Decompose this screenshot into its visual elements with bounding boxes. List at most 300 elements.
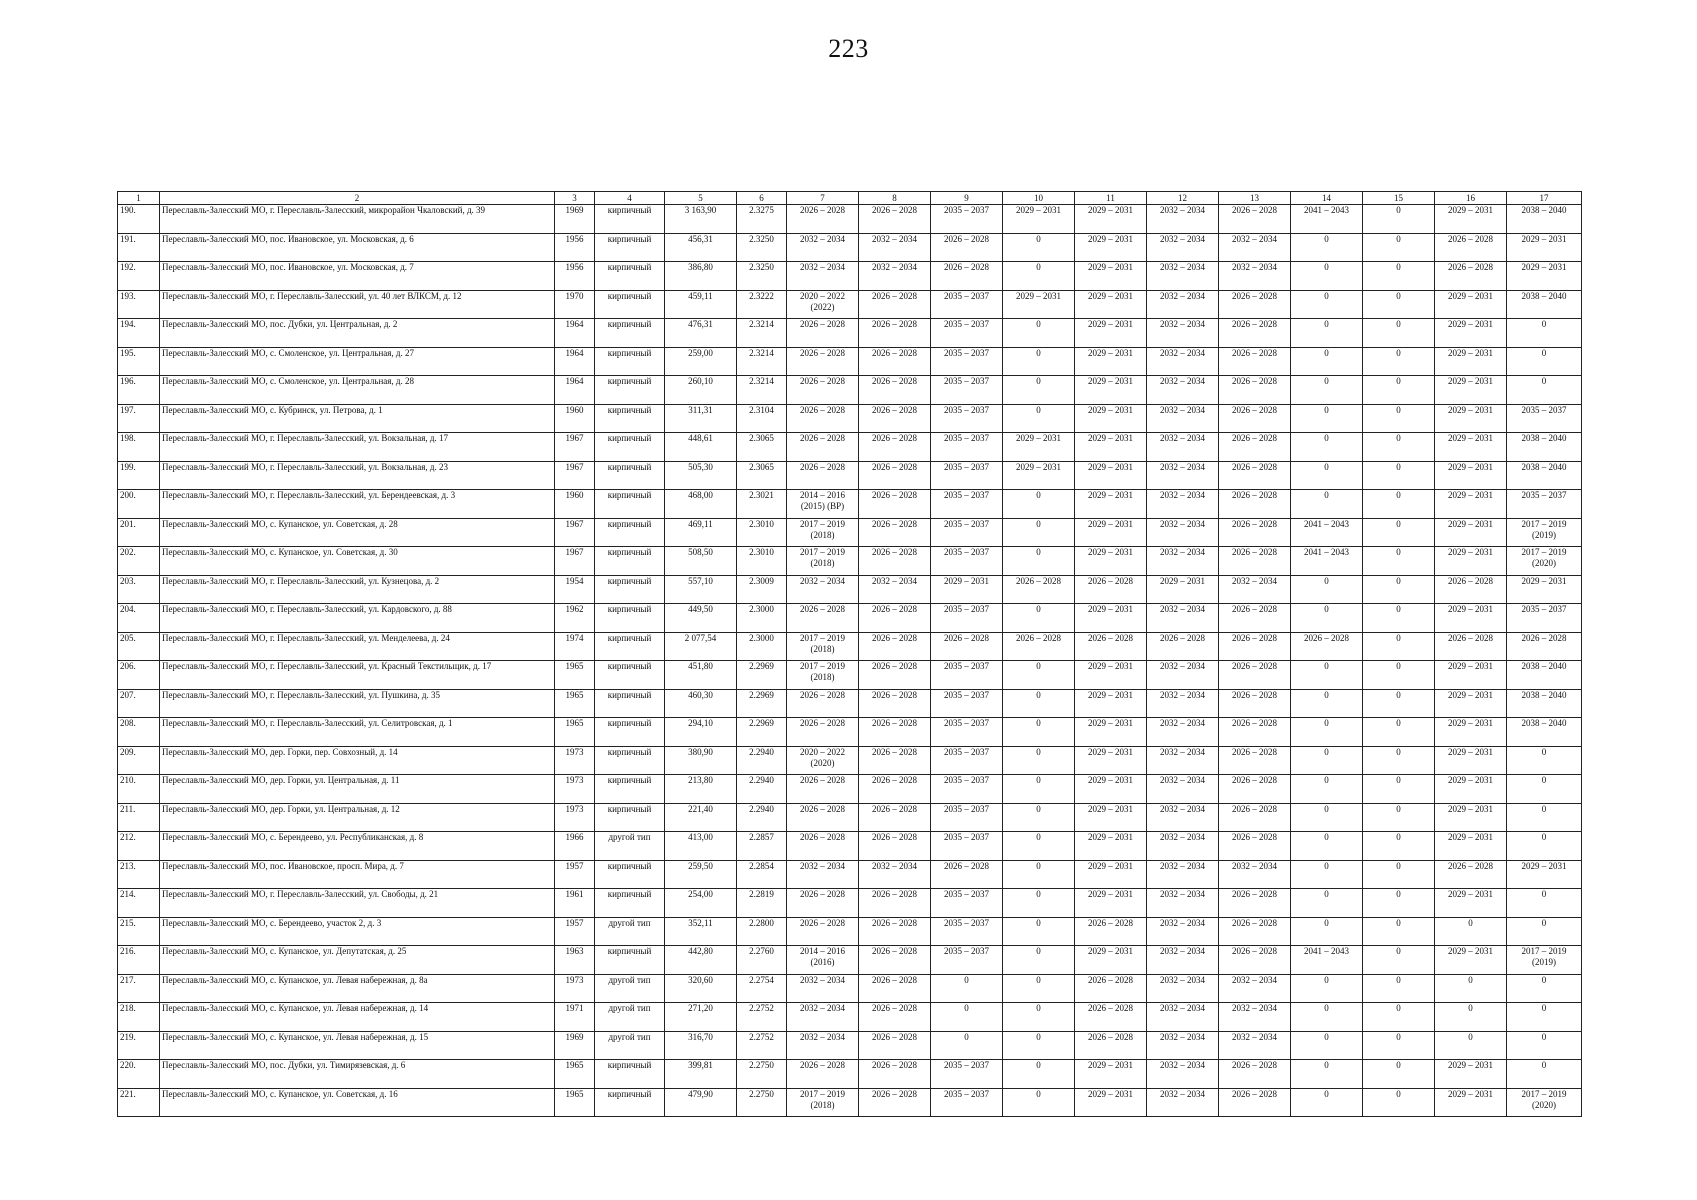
- area-cell: 448,61: [665, 433, 737, 462]
- period-col-11: 2029 – 2031: [1075, 262, 1147, 291]
- table-row: [118, 205, 1582, 234]
- period-col-9: 0: [931, 1031, 1003, 1060]
- period-col-9: 2035 – 2037: [931, 604, 1003, 633]
- address-cell: Переславль-Залесский МО, с. Купанское, ул. Левая набережная, д. 14: [160, 1003, 555, 1032]
- period-col-10: 0: [1003, 1003, 1075, 1032]
- area-cell: 259,00: [665, 347, 737, 376]
- row-number: 209.: [118, 746, 160, 775]
- period-col-10: 0: [1003, 689, 1075, 718]
- table-row: [118, 262, 1582, 291]
- period-col-16: 2029 – 2031: [1435, 404, 1507, 433]
- wall-material-cell: другой тип: [595, 1003, 665, 1032]
- period-col-13: 2032 – 2034: [1219, 1003, 1291, 1032]
- year-cell: 1969: [555, 205, 595, 234]
- period-col-12: 2032 – 2034: [1147, 746, 1219, 775]
- period-col-11: 2029 – 2031: [1075, 290, 1147, 319]
- period-col-13: 2032 – 2034: [1219, 1031, 1291, 1060]
- period-col-10: 0: [1003, 1060, 1075, 1089]
- index-cell: 2.3010: [737, 547, 787, 576]
- period-col-13: 2026 – 2028: [1219, 632, 1291, 661]
- period-col-12: 2032 – 2034: [1147, 1060, 1219, 1089]
- period-col-12: 2032 – 2034: [1147, 604, 1219, 633]
- address-cell: Переславль-Залесский МО, с. Купанское, ул. Левая набережная, д. 8а: [160, 974, 555, 1003]
- index-cell: 2.3065: [737, 461, 787, 490]
- period-col-8: 2026 – 2028: [859, 974, 931, 1003]
- year-cell: 1957: [555, 860, 595, 889]
- period-col-8: 2026 – 2028: [859, 946, 931, 975]
- period-col-15: 0: [1363, 1031, 1435, 1060]
- period-col-10: 0: [1003, 974, 1075, 1003]
- period-col-17: 2038 – 2040: [1507, 205, 1582, 234]
- period-col-16: 2029 – 2031: [1435, 604, 1507, 633]
- address-cell: Переславль-Залесский МО, г. Переславль-Залесский, ул. Вокзальная, д. 23: [160, 461, 555, 490]
- table-row: [118, 803, 1582, 832]
- period-col-9: 2035 – 2037: [931, 1088, 1003, 1117]
- period-col-11: 2029 – 2031: [1075, 860, 1147, 889]
- period-col-11: 2029 – 2031: [1075, 661, 1147, 690]
- address-cell: Переславль-Залесский МО, с. Купанское, ул. Советская, д. 28: [160, 518, 555, 547]
- period-col-8: 2026 – 2028: [859, 518, 931, 547]
- year-cell: 1973: [555, 803, 595, 832]
- period-col-12: 2032 – 2034: [1147, 433, 1219, 462]
- period-col-12: 2032 – 2034: [1147, 290, 1219, 319]
- table-row: [118, 319, 1582, 348]
- index-cell: 2.3214: [737, 319, 787, 348]
- row-number: 214.: [118, 889, 160, 918]
- period-col-8: 2026 – 2028: [859, 718, 931, 747]
- year-cell: 1961: [555, 889, 595, 918]
- year-cell: 1967: [555, 433, 595, 462]
- period-col-17: 2038 – 2040: [1507, 290, 1582, 319]
- period-col-16: 2026 – 2028: [1435, 262, 1507, 291]
- period-col-7: 2026 – 2028: [787, 433, 859, 462]
- period-col-10: 0: [1003, 347, 1075, 376]
- period-col-14: 0: [1291, 575, 1363, 604]
- row-number: 213.: [118, 860, 160, 889]
- period-col-13: 2026 – 2028: [1219, 604, 1291, 633]
- period-col-16: 0: [1435, 917, 1507, 946]
- period-col-9: 2035 – 2037: [931, 290, 1003, 319]
- period-col-15: 0: [1363, 917, 1435, 946]
- period-col-10: 0: [1003, 490, 1075, 519]
- period-col-11: 2029 – 2031: [1075, 775, 1147, 804]
- period-col-10: 0: [1003, 746, 1075, 775]
- period-col-13: 2026 – 2028: [1219, 490, 1291, 519]
- table-row: [118, 376, 1582, 405]
- wall-material-cell: кирпичный: [595, 889, 665, 918]
- period-col-17: 2029 – 2031: [1507, 860, 1582, 889]
- period-col-14: 0: [1291, 775, 1363, 804]
- year-cell: 1957: [555, 917, 595, 946]
- period-col-11: 2029 – 2031: [1075, 604, 1147, 633]
- table-row: [118, 490, 1582, 519]
- period-col-13: 2026 – 2028: [1219, 775, 1291, 804]
- period-col-12: 2032 – 2034: [1147, 946, 1219, 975]
- period-col-10: 0: [1003, 832, 1075, 861]
- period-col-8: 2026 – 2028: [859, 461, 931, 490]
- table-row: [118, 290, 1582, 319]
- period-col-17: 2035 – 2037: [1507, 604, 1582, 633]
- period-col-8: 2032 – 2034: [859, 262, 931, 291]
- period-col-14: 0: [1291, 290, 1363, 319]
- column-number-8: 8: [859, 192, 931, 205]
- period-col-9: 2029 – 2031: [931, 575, 1003, 604]
- wall-material-cell: другой тип: [595, 917, 665, 946]
- period-col-12: 2032 – 2034: [1147, 889, 1219, 918]
- page-number: 223: [828, 34, 869, 63]
- period-col-14: 0: [1291, 889, 1363, 918]
- period-col-15: 0: [1363, 746, 1435, 775]
- wall-material-cell: кирпичный: [595, 205, 665, 234]
- column-number-row: [118, 192, 1582, 205]
- wall-material-cell: кирпичный: [595, 547, 665, 576]
- period-col-9: 2035 – 2037: [931, 547, 1003, 576]
- period-col-11: 2029 – 2031: [1075, 518, 1147, 547]
- period-col-8: 2026 – 2028: [859, 1003, 931, 1032]
- row-number: 203.: [118, 575, 160, 604]
- index-cell: 2.2752: [737, 1031, 787, 1060]
- area-cell: 557,10: [665, 575, 737, 604]
- period-col-9: 2035 – 2037: [931, 518, 1003, 547]
- wall-material-cell: другой тип: [595, 1031, 665, 1060]
- wall-material-cell: кирпичный: [595, 1060, 665, 1089]
- index-cell: 2.2854: [737, 860, 787, 889]
- period-col-16: 2029 – 2031: [1435, 547, 1507, 576]
- year-cell: 1969: [555, 1031, 595, 1060]
- column-number-5: 5: [665, 192, 737, 205]
- period-col-15: 0: [1363, 319, 1435, 348]
- period-col-7: 2026 – 2028: [787, 803, 859, 832]
- period-col-16: 2029 – 2031: [1435, 319, 1507, 348]
- period-col-12: 2032 – 2034: [1147, 319, 1219, 348]
- period-col-17: 0: [1507, 917, 1582, 946]
- period-col-16: 2026 – 2028: [1435, 860, 1507, 889]
- period-col-17: 0: [1507, 347, 1582, 376]
- period-col-17: 2029 – 2031: [1507, 262, 1582, 291]
- period-col-15: 0: [1363, 233, 1435, 262]
- period-col-10: 0: [1003, 518, 1075, 547]
- table-row: [118, 575, 1582, 604]
- period-col-7: 2017 – 2019 (2018): [787, 632, 859, 661]
- period-col-15: 0: [1363, 205, 1435, 234]
- period-col-16: 2026 – 2028: [1435, 575, 1507, 604]
- period-col-16: 2029 – 2031: [1435, 433, 1507, 462]
- address-cell: Переславль-Залесский МО, г. Переславль-Залесский, ул. Вокзальная, д. 17: [160, 433, 555, 462]
- table-row: [118, 604, 1582, 633]
- period-col-13: 2026 – 2028: [1219, 518, 1291, 547]
- year-cell: 1965: [555, 689, 595, 718]
- period-col-10: 2029 – 2031: [1003, 461, 1075, 490]
- period-col-9: 2026 – 2028: [931, 262, 1003, 291]
- period-col-11: 2029 – 2031: [1075, 746, 1147, 775]
- wall-material-cell: кирпичный: [595, 946, 665, 975]
- wall-material-cell: кирпичный: [595, 803, 665, 832]
- period-col-8: 2026 – 2028: [859, 347, 931, 376]
- table-row: [118, 547, 1582, 576]
- period-col-8: 2026 – 2028: [859, 832, 931, 861]
- period-col-9: 2035 – 2037: [931, 775, 1003, 804]
- period-col-14: 0: [1291, 262, 1363, 291]
- address-cell: Переславль-Залесский МО, г. Переславль-Залесский, ул. Свободы, д. 21: [160, 889, 555, 918]
- period-col-11: 2026 – 2028: [1075, 917, 1147, 946]
- row-number: 197.: [118, 404, 160, 433]
- period-col-15: 0: [1363, 689, 1435, 718]
- period-col-7: 2026 – 2028: [787, 376, 859, 405]
- period-col-14: 0: [1291, 661, 1363, 690]
- period-col-14: 0: [1291, 1003, 1363, 1032]
- index-cell: 2.3000: [737, 632, 787, 661]
- period-col-16: 2026 – 2028: [1435, 632, 1507, 661]
- column-number-3: 3: [555, 192, 595, 205]
- period-col-16: 2029 – 2031: [1435, 689, 1507, 718]
- period-col-15: 0: [1363, 518, 1435, 547]
- period-col-14: 0: [1291, 404, 1363, 433]
- row-number: 215.: [118, 917, 160, 946]
- period-col-13: 2032 – 2034: [1219, 974, 1291, 1003]
- index-cell: 2.2940: [737, 775, 787, 804]
- period-col-10: 0: [1003, 917, 1075, 946]
- wall-material-cell: другой тип: [595, 974, 665, 1003]
- wall-material-cell: кирпичный: [595, 775, 665, 804]
- address-cell: Переславль-Залесский МО, с. Купанское, ул. Советская, д. 16: [160, 1088, 555, 1117]
- period-col-8: 2026 – 2028: [859, 803, 931, 832]
- index-cell: 2.2969: [737, 689, 787, 718]
- period-col-12: 2032 – 2034: [1147, 974, 1219, 1003]
- period-col-17: 2038 – 2040: [1507, 461, 1582, 490]
- period-col-7: 2032 – 2034: [787, 974, 859, 1003]
- index-cell: 2.2750: [737, 1088, 787, 1117]
- column-number-9: 9: [931, 192, 1003, 205]
- address-cell: Переславль-Залесский МО, пос. Ивановское, ул. Московская, д. 7: [160, 262, 555, 291]
- period-col-8: 2026 – 2028: [859, 1031, 931, 1060]
- period-col-8: 2026 – 2028: [859, 632, 931, 661]
- period-col-9: 2035 – 2037: [931, 889, 1003, 918]
- row-number: 193.: [118, 290, 160, 319]
- period-col-7: 2017 – 2019 (2018): [787, 1088, 859, 1117]
- period-col-8: 2032 – 2034: [859, 860, 931, 889]
- year-cell: 1967: [555, 547, 595, 576]
- row-number: 202.: [118, 547, 160, 576]
- wall-material-cell: кирпичный: [595, 1088, 665, 1117]
- index-cell: 2.2819: [737, 889, 787, 918]
- period-col-7: 2014 – 2016 (2016): [787, 946, 859, 975]
- period-col-11: 2026 – 2028: [1075, 1031, 1147, 1060]
- column-number-16: 16: [1435, 192, 1507, 205]
- period-col-16: 2029 – 2031: [1435, 718, 1507, 747]
- table-row: [118, 347, 1582, 376]
- index-cell: 2.3250: [737, 262, 787, 291]
- period-col-17: 2026 – 2028: [1507, 632, 1582, 661]
- area-cell: 451,80: [665, 661, 737, 690]
- period-col-8: 2026 – 2028: [859, 1060, 931, 1089]
- period-col-10: 0: [1003, 604, 1075, 633]
- area-cell: 259,50: [665, 860, 737, 889]
- period-col-13: 2026 – 2028: [1219, 347, 1291, 376]
- period-col-7: 2032 – 2034: [787, 233, 859, 262]
- period-col-13: 2032 – 2034: [1219, 575, 1291, 604]
- address-cell: Переславль-Залесский МО, г. Переславль-Залесский, ул. Кардовского, д. 88: [160, 604, 555, 633]
- area-cell: 476,31: [665, 319, 737, 348]
- address-cell: Переславль-Залесский МО, г. Переславль-Залесский, ул. Менделеева, д. 24: [160, 632, 555, 661]
- period-col-9: 2035 – 2037: [931, 490, 1003, 519]
- address-cell: Переславль-Залесский МО, с. Кубринск, ул. Петрова, д. 1: [160, 404, 555, 433]
- period-col-11: 2029 – 2031: [1075, 233, 1147, 262]
- period-col-12: 2032 – 2034: [1147, 205, 1219, 234]
- table-row: [118, 889, 1582, 918]
- year-cell: 1965: [555, 661, 595, 690]
- row-number: 221.: [118, 1088, 160, 1117]
- index-cell: 2.3009: [737, 575, 787, 604]
- period-col-8: 2032 – 2034: [859, 575, 931, 604]
- period-col-7: 2020 – 2022 (2022): [787, 290, 859, 319]
- period-col-16: 2029 – 2031: [1435, 775, 1507, 804]
- period-col-17: 0: [1507, 1031, 1582, 1060]
- table-row: [118, 718, 1582, 747]
- period-col-14: 0: [1291, 433, 1363, 462]
- period-col-9: 2026 – 2028: [931, 233, 1003, 262]
- period-col-14: 0: [1291, 1088, 1363, 1117]
- period-col-7: 2026 – 2028: [787, 775, 859, 804]
- period-col-10: 0: [1003, 1088, 1075, 1117]
- period-col-7: 2026 – 2028: [787, 404, 859, 433]
- period-col-14: 0: [1291, 490, 1363, 519]
- period-col-12: 2032 – 2034: [1147, 518, 1219, 547]
- period-col-17: 2038 – 2040: [1507, 433, 1582, 462]
- table-row: [118, 233, 1582, 262]
- period-col-11: 2026 – 2028: [1075, 632, 1147, 661]
- index-cell: 2.3021: [737, 490, 787, 519]
- period-col-12: 2032 – 2034: [1147, 404, 1219, 433]
- index-cell: 2.2800: [737, 917, 787, 946]
- index-cell: 2.2760: [737, 946, 787, 975]
- area-cell: 311,31: [665, 404, 737, 433]
- period-col-16: 2029 – 2031: [1435, 290, 1507, 319]
- period-col-10: 0: [1003, 775, 1075, 804]
- wall-material-cell: кирпичный: [595, 376, 665, 405]
- period-col-8: 2026 – 2028: [859, 775, 931, 804]
- column-number-17: 17: [1507, 192, 1582, 205]
- table-row: [118, 775, 1582, 804]
- period-col-11: 2029 – 2031: [1075, 889, 1147, 918]
- period-col-9: 2035 – 2037: [931, 832, 1003, 861]
- year-cell: 1973: [555, 746, 595, 775]
- period-col-13: 2026 – 2028: [1219, 1060, 1291, 1089]
- year-cell: 1956: [555, 233, 595, 262]
- address-cell: Переславль-Залесский МО, дер. Горки, пер. Совхозный, д. 14: [160, 746, 555, 775]
- period-col-16: 2029 – 2031: [1435, 889, 1507, 918]
- period-col-8: 2026 – 2028: [859, 433, 931, 462]
- area-cell: 413,00: [665, 832, 737, 861]
- area-cell: 442,80: [665, 946, 737, 975]
- period-col-12: 2032 – 2034: [1147, 262, 1219, 291]
- period-col-12: 2032 – 2034: [1147, 661, 1219, 690]
- index-cell: 2.3250: [737, 233, 787, 262]
- row-number: 207.: [118, 689, 160, 718]
- period-col-13: 2032 – 2034: [1219, 262, 1291, 291]
- area-cell: 479,90: [665, 1088, 737, 1117]
- area-cell: 320,60: [665, 974, 737, 1003]
- row-number: 216.: [118, 946, 160, 975]
- period-col-16: 2029 – 2031: [1435, 518, 1507, 547]
- period-col-13: 2026 – 2028: [1219, 1088, 1291, 1117]
- address-cell: Переславль-Залесский МО, пос. Ивановское, ул. Московская, д. 6: [160, 233, 555, 262]
- area-cell: 294,10: [665, 718, 737, 747]
- row-number: 208.: [118, 718, 160, 747]
- period-col-12: 2032 – 2034: [1147, 1031, 1219, 1060]
- wall-material-cell: кирпичный: [595, 433, 665, 462]
- period-col-12: 2032 – 2034: [1147, 775, 1219, 804]
- period-col-11: 2029 – 2031: [1075, 1060, 1147, 1089]
- period-col-11: 2026 – 2028: [1075, 974, 1147, 1003]
- period-col-16: 0: [1435, 1031, 1507, 1060]
- index-cell: 2.3104: [737, 404, 787, 433]
- area-cell: 254,00: [665, 889, 737, 918]
- row-number: 211.: [118, 803, 160, 832]
- period-col-12: 2032 – 2034: [1147, 376, 1219, 405]
- period-col-14: 0: [1291, 233, 1363, 262]
- period-col-16: 2029 – 2031: [1435, 803, 1507, 832]
- period-col-11: 2029 – 2031: [1075, 803, 1147, 832]
- period-col-11: 2029 – 2031: [1075, 1088, 1147, 1117]
- year-cell: 1967: [555, 461, 595, 490]
- wall-material-cell: кирпичный: [595, 718, 665, 747]
- period-col-9: 0: [931, 974, 1003, 1003]
- index-cell: 2.2940: [737, 803, 787, 832]
- period-col-9: 2035 – 2037: [931, 433, 1003, 462]
- row-number: 196.: [118, 376, 160, 405]
- period-col-7: 2014 – 2016 (2015) (ВР): [787, 490, 859, 519]
- wall-material-cell: кирпичный: [595, 319, 665, 348]
- column-number-10: 10: [1003, 192, 1075, 205]
- period-col-10: 0: [1003, 718, 1075, 747]
- area-cell: 399,81: [665, 1060, 737, 1089]
- period-col-11: 2029 – 2031: [1075, 376, 1147, 405]
- period-col-7: 2017 – 2019 (2018): [787, 547, 859, 576]
- period-col-9: 2035 – 2037: [931, 746, 1003, 775]
- period-col-7: 2026 – 2028: [787, 889, 859, 918]
- period-col-9: 2035 – 2037: [931, 718, 1003, 747]
- column-number-12: 12: [1147, 192, 1219, 205]
- wall-material-cell: кирпичный: [595, 404, 665, 433]
- period-col-9: 2035 – 2037: [931, 319, 1003, 348]
- period-col-7: 2032 – 2034: [787, 1003, 859, 1032]
- period-col-8: 2026 – 2028: [859, 547, 931, 576]
- period-col-14: 2041 – 2043: [1291, 547, 1363, 576]
- row-number: 192.: [118, 262, 160, 291]
- period-col-10: 0: [1003, 233, 1075, 262]
- period-col-8: 2026 – 2028: [859, 661, 931, 690]
- period-col-15: 0: [1363, 490, 1435, 519]
- address-cell: Переславль-Залесский МО, пос. Дубки, ул. Тимирязевская, д. 6: [160, 1060, 555, 1089]
- period-col-11: 2029 – 2031: [1075, 718, 1147, 747]
- period-col-11: 2029 – 2031: [1075, 347, 1147, 376]
- wall-material-cell: кирпичный: [595, 575, 665, 604]
- period-col-17: 0: [1507, 1003, 1582, 1032]
- wall-material-cell: кирпичный: [595, 233, 665, 262]
- period-col-9: 2035 – 2037: [931, 803, 1003, 832]
- period-col-15: 0: [1363, 632, 1435, 661]
- index-cell: 2.3010: [737, 518, 787, 547]
- row-number: 205.: [118, 632, 160, 661]
- period-col-16: 2029 – 2031: [1435, 347, 1507, 376]
- row-number: 204.: [118, 604, 160, 633]
- address-cell: Переславль-Залесский МО, г. Переславль-Залесский, ул. 40 лет ВЛКСМ, д. 12: [160, 290, 555, 319]
- year-cell: 1974: [555, 632, 595, 661]
- period-col-13: 2026 – 2028: [1219, 661, 1291, 690]
- period-col-17: 2035 – 2037: [1507, 490, 1582, 519]
- index-cell: 2.3214: [737, 347, 787, 376]
- period-col-15: 0: [1363, 604, 1435, 633]
